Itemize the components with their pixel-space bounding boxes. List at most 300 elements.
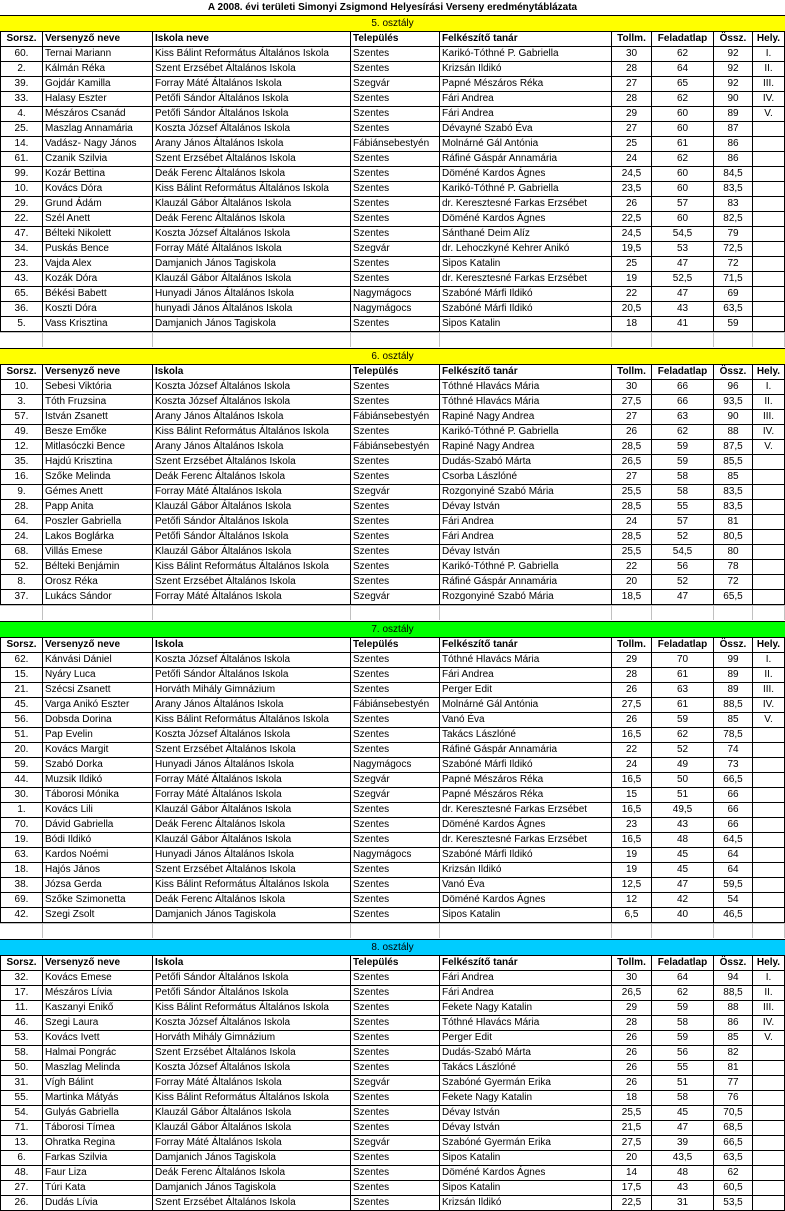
- cell-total-score: 68,5: [714, 1121, 753, 1136]
- cell-competitor-name: Czanik Szilvia: [43, 152, 153, 167]
- table-row: [0, 470, 785, 485]
- cell-handwriting-score: 26,5: [612, 986, 652, 1001]
- column-header-total-score: Össz.: [714, 638, 753, 653]
- cell-competitor-name: Kovács Dóra: [43, 182, 153, 197]
- cell-teacher: Fekete Nagy Katalin: [440, 1001, 612, 1016]
- cell-handwriting-score: 28,5: [612, 530, 652, 545]
- cell-total-score: 60,5: [714, 1181, 753, 1196]
- section-spacer: [0, 605, 785, 621]
- cell-school: Szent Erzsébet Általános Iskola: [153, 575, 351, 590]
- table-row: [0, 425, 785, 440]
- cell-teacher: Ráfiné Gáspár Annamária: [440, 575, 612, 590]
- table-row: [0, 668, 785, 683]
- column-header-rank-number: Sorsz.: [0, 365, 43, 380]
- cell-rank-number: 51.: [0, 728, 43, 743]
- table-row: [0, 395, 785, 410]
- cell-school: Damjanich János Tagiskola: [153, 317, 351, 332]
- cell-handwriting-score: 26: [612, 197, 652, 212]
- table-row: [0, 1151, 785, 1166]
- cell-placement: [753, 590, 785, 605]
- sections-container: [0, 15, 785, 1211]
- cell-town: Nagymágocs: [351, 848, 440, 863]
- cell-teacher: Tóthné Hlavács Mária: [440, 1016, 612, 1031]
- cell-school: Damjanich János Tagiskola: [153, 1151, 351, 1166]
- cell-handwriting-score: 28: [612, 668, 652, 683]
- cell-town: Szentes: [351, 818, 440, 833]
- cell-competitor-name: Poszler Gabriella: [43, 515, 153, 530]
- cell-worksheet-score: 51: [652, 788, 714, 803]
- cell-teacher: Tóthné Hlavács Mária: [440, 653, 612, 668]
- cell-handwriting-score: 24,5: [612, 227, 652, 242]
- cell-total-score: 87: [714, 122, 753, 137]
- cell-placement: I.: [753, 380, 785, 395]
- table-row: [0, 818, 785, 833]
- cell-handwriting-score: 27: [612, 77, 652, 92]
- cell-handwriting-score: 12,5: [612, 878, 652, 893]
- cell-competitor-name: Józsa Gerda: [43, 878, 153, 893]
- cell-competitor-name: Hajdú Krisztina: [43, 455, 153, 470]
- cell-competitor-name: Kaszanyi Enikő: [43, 1001, 153, 1016]
- cell-town: Szegvár: [351, 1136, 440, 1151]
- cell-competitor-name: Kánvási Dániel: [43, 653, 153, 668]
- cell-total-score: 53,5: [714, 1196, 753, 1211]
- cell-handwriting-score: 15: [612, 788, 652, 803]
- cell-handwriting-score: 20,5: [612, 302, 652, 317]
- cell-school: Deák Ferenc Általános Iskola: [153, 167, 351, 182]
- cell-teacher: Dévayné Szabó Éva: [440, 122, 612, 137]
- cell-handwriting-score: 22: [612, 743, 652, 758]
- cell-placement: [753, 1091, 785, 1106]
- cell-rank-number: 25.: [0, 122, 43, 137]
- cell-competitor-name: Kálmán Réka: [43, 62, 153, 77]
- cell-town: Nagymágocs: [351, 302, 440, 317]
- cell-placement: [753, 1181, 785, 1196]
- cell-rank-number: 58.: [0, 1046, 43, 1061]
- cell-town: Szentes: [351, 425, 440, 440]
- cell-school: Klauzál Gábor Általános Iskola: [153, 1121, 351, 1136]
- cell-handwriting-score: 25: [612, 137, 652, 152]
- cell-total-score: 86: [714, 1016, 753, 1031]
- grade-section-header: 6. osztály: [0, 348, 785, 365]
- cell-rank-number: 28.: [0, 500, 43, 515]
- cell-rank-number: 38.: [0, 878, 43, 893]
- cell-competitor-name: Kovács Ivett: [43, 1031, 153, 1046]
- cell-rank-number: 15.: [0, 668, 43, 683]
- cell-rank-number: 20.: [0, 743, 43, 758]
- table-row: [0, 107, 785, 122]
- cell-worksheet-score: 52: [652, 743, 714, 758]
- cell-rank-number: 50.: [0, 1061, 43, 1076]
- cell-town: Szentes: [351, 395, 440, 410]
- cell-rank-number: 14.: [0, 137, 43, 152]
- cell-worksheet-score: 57: [652, 197, 714, 212]
- table-row: [0, 455, 785, 470]
- cell-worksheet-score: 61: [652, 698, 714, 713]
- cell-total-score: 64,5: [714, 833, 753, 848]
- cell-worksheet-score: 55: [652, 500, 714, 515]
- cell-school: Kiss Bálint Református Általános Iskola: [153, 713, 351, 728]
- cell-competitor-name: Táborosi Mónika: [43, 788, 153, 803]
- cell-worksheet-score: 45: [652, 863, 714, 878]
- cell-placement: [753, 455, 785, 470]
- cell-worksheet-score: 49,5: [652, 803, 714, 818]
- cell-total-score: 72,5: [714, 242, 753, 257]
- cell-teacher: Sipos Katalin: [440, 1151, 612, 1166]
- cell-placement: III.: [753, 1001, 785, 1016]
- cell-town: Szentes: [351, 1001, 440, 1016]
- cell-school: Klauzál Gábor Általános Iskola: [153, 833, 351, 848]
- cell-teacher: Perger Edit: [440, 1031, 612, 1046]
- column-header-placement: Hely.: [753, 365, 785, 380]
- cell-competitor-name: Szabó Dorka: [43, 758, 153, 773]
- cell-competitor-name: Szőke Melinda: [43, 470, 153, 485]
- column-header-town: Település: [351, 32, 440, 47]
- cell-town: Szentes: [351, 380, 440, 395]
- cell-total-score: 64: [714, 848, 753, 863]
- cell-placement: [753, 893, 785, 908]
- cell-competitor-name: István Zsanett: [43, 410, 153, 425]
- column-header-handwriting-score: Tollm.: [612, 956, 652, 971]
- cell-handwriting-score: 29: [612, 1001, 652, 1016]
- cell-school: Szent Erzsébet Általános Iskola: [153, 863, 351, 878]
- cell-total-score: 66: [714, 803, 753, 818]
- cell-town: Nagymágocs: [351, 758, 440, 773]
- cell-town: Szentes: [351, 227, 440, 242]
- cell-competitor-name: Halasy Eszter: [43, 92, 153, 107]
- cell-rank-number: 56.: [0, 713, 43, 728]
- cell-placement: [753, 167, 785, 182]
- cell-town: Szentes: [351, 971, 440, 986]
- cell-school: Forray Máté Általános Iskola: [153, 242, 351, 257]
- cell-competitor-name: Papp Anita: [43, 500, 153, 515]
- cell-handwriting-score: 20: [612, 575, 652, 590]
- cell-town: Szentes: [351, 1106, 440, 1121]
- table-row: [0, 590, 785, 605]
- column-header-school: Iskola neve: [153, 32, 351, 47]
- cell-town: Fábiánsebestyén: [351, 410, 440, 425]
- cell-teacher: Fári Andrea: [440, 107, 612, 122]
- cell-placement: III.: [753, 683, 785, 698]
- cell-worksheet-score: 45: [652, 1106, 714, 1121]
- cell-rank-number: 68.: [0, 545, 43, 560]
- cell-worksheet-score: 57: [652, 515, 714, 530]
- cell-worksheet-score: 60: [652, 122, 714, 137]
- cell-worksheet-score: 43: [652, 1181, 714, 1196]
- cell-teacher: Sánthané Deim Alíz: [440, 227, 612, 242]
- cell-placement: IV.: [753, 425, 785, 440]
- cell-handwriting-score: 24: [612, 515, 652, 530]
- table-row: [0, 410, 785, 425]
- table-row: [0, 1076, 785, 1091]
- cell-school: Szent Erzsébet Általános Iskola: [153, 152, 351, 167]
- cell-placement: IV.: [753, 698, 785, 713]
- cell-total-score: 83,5: [714, 182, 753, 197]
- cell-placement: II.: [753, 62, 785, 77]
- table-row: [0, 773, 785, 788]
- cell-school: Arany János Általános Iskola: [153, 698, 351, 713]
- column-header-rank-number: Sorsz.: [0, 32, 43, 47]
- cell-worksheet-score: 70: [652, 653, 714, 668]
- cell-handwriting-score: 19: [612, 848, 652, 863]
- cell-teacher: Sipos Katalin: [440, 257, 612, 272]
- cell-town: Szentes: [351, 470, 440, 485]
- cell-total-score: 63,5: [714, 302, 753, 317]
- table-row: [0, 515, 785, 530]
- cell-total-score: 73: [714, 758, 753, 773]
- cell-worksheet-score: 62: [652, 47, 714, 62]
- cell-town: Fábiánsebestyén: [351, 440, 440, 455]
- cell-teacher: Takács Lászlóné: [440, 728, 612, 743]
- cell-total-score: 77: [714, 1076, 753, 1091]
- cell-rank-number: 31.: [0, 1076, 43, 1091]
- cell-total-score: 74: [714, 743, 753, 758]
- cell-school: Hunyadi János Általános Iskola: [153, 287, 351, 302]
- cell-handwriting-score: 25: [612, 257, 652, 272]
- cell-handwriting-score: 22,5: [612, 212, 652, 227]
- cell-total-score: 87,5: [714, 440, 753, 455]
- cell-teacher: Takács Lászlóné: [440, 1061, 612, 1076]
- cell-handwriting-score: 22,5: [612, 1196, 652, 1211]
- cell-teacher: Fári Andrea: [440, 986, 612, 1001]
- cell-rank-number: 22.: [0, 212, 43, 227]
- table-row: [0, 272, 785, 287]
- cell-total-score: 96: [714, 380, 753, 395]
- cell-school: Deák Ferenc Általános Iskola: [153, 1166, 351, 1181]
- cell-total-score: 62: [714, 1166, 753, 1181]
- cell-handwriting-score: 19: [612, 863, 652, 878]
- cell-teacher: Dudás-Szabó Márta: [440, 1046, 612, 1061]
- cell-worksheet-score: 56: [652, 560, 714, 575]
- column-header-worksheet-score: Feladatlap: [652, 638, 714, 653]
- table-row: [0, 152, 785, 167]
- cell-handwriting-score: 27: [612, 410, 652, 425]
- cell-handwriting-score: 16,5: [612, 773, 652, 788]
- cell-rank-number: 39.: [0, 77, 43, 92]
- cell-handwriting-score: 29: [612, 107, 652, 122]
- cell-total-score: 66,5: [714, 773, 753, 788]
- section-spacer: [0, 332, 785, 348]
- cell-school: Kiss Bálint Református Általános Iskola: [153, 425, 351, 440]
- cell-teacher: Szabóné Márfi Ildikó: [440, 758, 612, 773]
- cell-competitor-name: Faur Liza: [43, 1166, 153, 1181]
- column-header-worksheet-score: Feladatlap: [652, 365, 714, 380]
- cell-competitor-name: Vígh Bálint: [43, 1076, 153, 1091]
- cell-total-score: 92: [714, 77, 753, 92]
- column-header-worksheet-score: Feladatlap: [652, 956, 714, 971]
- cell-school: Petőfi Sándor Általános Iskola: [153, 986, 351, 1001]
- cell-total-score: 72: [714, 257, 753, 272]
- cell-teacher: Szabóné Márfi Ildikó: [440, 287, 612, 302]
- cell-handwriting-score: 18,5: [612, 590, 652, 605]
- cell-competitor-name: Gojdár Kamilla: [43, 77, 153, 92]
- cell-rank-number: 36.: [0, 302, 43, 317]
- cell-handwriting-score: 28: [612, 1016, 652, 1031]
- cell-competitor-name: Szegi Laura: [43, 1016, 153, 1031]
- cell-school: Kiss Bálint Református Általános Iskola: [153, 1091, 351, 1106]
- cell-school: Kiss Bálint Református Általános Iskola: [153, 1001, 351, 1016]
- cell-town: Fábiánsebestyén: [351, 698, 440, 713]
- cell-teacher: Dévay István: [440, 545, 612, 560]
- cell-rank-number: 59.: [0, 758, 43, 773]
- cell-worksheet-score: 58: [652, 485, 714, 500]
- table-header-row: [0, 956, 785, 971]
- cell-competitor-name: Villás Emese: [43, 545, 153, 560]
- cell-town: Szentes: [351, 878, 440, 893]
- cell-placement: [753, 803, 785, 818]
- column-header-handwriting-score: Tollm.: [612, 365, 652, 380]
- cell-worksheet-score: 52,5: [652, 272, 714, 287]
- cell-handwriting-score: 21,5: [612, 1121, 652, 1136]
- cell-teacher: Fári Andrea: [440, 515, 612, 530]
- cell-town: Szentes: [351, 683, 440, 698]
- table-row: [0, 743, 785, 758]
- cell-total-score: 65,5: [714, 590, 753, 605]
- cell-handwriting-score: 24: [612, 758, 652, 773]
- cell-teacher: Sipos Katalin: [440, 317, 612, 332]
- cell-handwriting-score: 26,5: [612, 455, 652, 470]
- cell-total-score: 66: [714, 788, 753, 803]
- cell-placement: [753, 530, 785, 545]
- table-header-row: [0, 365, 785, 380]
- cell-teacher: Rapiné Nagy Andrea: [440, 440, 612, 455]
- cell-school: Szent Erzsébet Általános Iskola: [153, 1196, 351, 1211]
- cell-rank-number: 44.: [0, 773, 43, 788]
- cell-town: Szentes: [351, 1181, 440, 1196]
- cell-competitor-name: Lakos Boglárka: [43, 530, 153, 545]
- cell-competitor-name: Farkas Szilvia: [43, 1151, 153, 1166]
- cell-rank-number: 46.: [0, 1016, 43, 1031]
- cell-teacher: Molnárné Gál Antónia: [440, 698, 612, 713]
- cell-competitor-name: Kovács Lili: [43, 803, 153, 818]
- cell-worksheet-score: 41: [652, 317, 714, 332]
- table-row: [0, 1196, 785, 1211]
- cell-teacher: Rozgonyiné Szabó Mária: [440, 590, 612, 605]
- cell-handwriting-score: 16,5: [612, 833, 652, 848]
- cell-rank-number: 61.: [0, 152, 43, 167]
- table-row: [0, 863, 785, 878]
- cell-total-score: 85: [714, 1031, 753, 1046]
- cell-placement: [753, 317, 785, 332]
- cell-worksheet-score: 60: [652, 212, 714, 227]
- cell-handwriting-score: 26: [612, 1061, 652, 1076]
- cell-handwriting-score: 14: [612, 1166, 652, 1181]
- grade-section-header: 8. osztály: [0, 939, 785, 956]
- cell-placement: [753, 257, 785, 272]
- cell-town: Szentes: [351, 62, 440, 77]
- cell-teacher: Csorba Lászlóné: [440, 470, 612, 485]
- column-header-rank-number: Sorsz.: [0, 956, 43, 971]
- cell-competitor-name: Szécsi Zsanett: [43, 683, 153, 698]
- cell-placement: [753, 122, 785, 137]
- cell-worksheet-score: 59: [652, 713, 714, 728]
- cell-total-score: 90: [714, 92, 753, 107]
- cell-rank-number: 71.: [0, 1121, 43, 1136]
- column-header-teacher: Felkészítő tanár: [440, 956, 612, 971]
- cell-worksheet-score: 39: [652, 1136, 714, 1151]
- cell-teacher: Szabóné Gyermán Erika: [440, 1136, 612, 1151]
- cell-worksheet-score: 61: [652, 668, 714, 683]
- cell-teacher: dr. Keresztesné Farkas Erzsébet: [440, 197, 612, 212]
- cell-total-score: 63,5: [714, 1151, 753, 1166]
- cell-school: Deák Ferenc Általános Iskola: [153, 470, 351, 485]
- cell-teacher: Ráfiné Gáspár Annamária: [440, 152, 612, 167]
- cell-school: Kiss Bálint Református Általános Iskola: [153, 878, 351, 893]
- table-row: [0, 137, 785, 152]
- cell-teacher: Döméné Kardos Ágnes: [440, 893, 612, 908]
- cell-school: Horváth Mihály Gimnázium: [153, 683, 351, 698]
- cell-rank-number: 11.: [0, 1001, 43, 1016]
- cell-competitor-name: Puskás Bence: [43, 242, 153, 257]
- cell-town: Szentes: [351, 212, 440, 227]
- table-row: [0, 683, 785, 698]
- cell-rank-number: 5.: [0, 317, 43, 332]
- cell-worksheet-score: 43: [652, 302, 714, 317]
- table-row: [0, 530, 785, 545]
- cell-placement: V.: [753, 440, 785, 455]
- cell-placement: II.: [753, 395, 785, 410]
- cell-total-score: 71,5: [714, 272, 753, 287]
- cell-competitor-name: Maszlag Annamária: [43, 122, 153, 137]
- cell-school: Deák Ferenc Általános Iskola: [153, 818, 351, 833]
- column-header-town: Település: [351, 365, 440, 380]
- cell-handwriting-score: 26: [612, 425, 652, 440]
- table-row: [0, 1016, 785, 1031]
- cell-competitor-name: Mészáros Lívia: [43, 986, 153, 1001]
- cell-placement: [753, 743, 785, 758]
- cell-worksheet-score: 59: [652, 1031, 714, 1046]
- cell-rank-number: 1.: [0, 803, 43, 818]
- cell-competitor-name: Tóth Fruzsina: [43, 395, 153, 410]
- cell-school: Hunyadi János Általános Iskola: [153, 758, 351, 773]
- cell-placement: [753, 1076, 785, 1091]
- cell-worksheet-score: 58: [652, 1016, 714, 1031]
- table-header-row: [0, 638, 785, 653]
- column-header-total-score: Össz.: [714, 32, 753, 47]
- cell-worksheet-score: 54,5: [652, 545, 714, 560]
- cell-rank-number: 64.: [0, 515, 43, 530]
- cell-handwriting-score: 29: [612, 653, 652, 668]
- table-row: [0, 728, 785, 743]
- cell-total-score: 81: [714, 1061, 753, 1076]
- cell-total-score: 72: [714, 575, 753, 590]
- cell-handwriting-score: 26: [612, 713, 652, 728]
- table-row: [0, 167, 785, 182]
- cell-worksheet-score: 62: [652, 152, 714, 167]
- table-row: [0, 971, 785, 986]
- cell-school: Damjanich János Tagiskola: [153, 908, 351, 923]
- cell-school: Szent Erzsébet Általános Iskola: [153, 743, 351, 758]
- cell-rank-number: 49.: [0, 425, 43, 440]
- cell-competitor-name: Kardos Noémi: [43, 848, 153, 863]
- cell-competitor-name: Dobsda Dorina: [43, 713, 153, 728]
- cell-competitor-name: Varga Anikó Eszter: [43, 698, 153, 713]
- cell-school: Kiss Bálint Református Általános Iskola: [153, 182, 351, 197]
- cell-town: Szentes: [351, 167, 440, 182]
- column-header-rank-number: Sorsz.: [0, 638, 43, 653]
- cell-worksheet-score: 47: [652, 590, 714, 605]
- cell-total-score: 89: [714, 683, 753, 698]
- cell-total-score: 83,5: [714, 485, 753, 500]
- cell-worksheet-score: 43,5: [652, 1151, 714, 1166]
- cell-handwriting-score: 25,5: [612, 1106, 652, 1121]
- cell-competitor-name: Maszlag Melinda: [43, 1061, 153, 1076]
- cell-town: Szentes: [351, 47, 440, 62]
- cell-worksheet-score: 62: [652, 728, 714, 743]
- cell-worksheet-score: 63: [652, 410, 714, 425]
- cell-school: Arany János Általános Iskola: [153, 410, 351, 425]
- cell-town: Szentes: [351, 908, 440, 923]
- cell-town: Nagymágocs: [351, 287, 440, 302]
